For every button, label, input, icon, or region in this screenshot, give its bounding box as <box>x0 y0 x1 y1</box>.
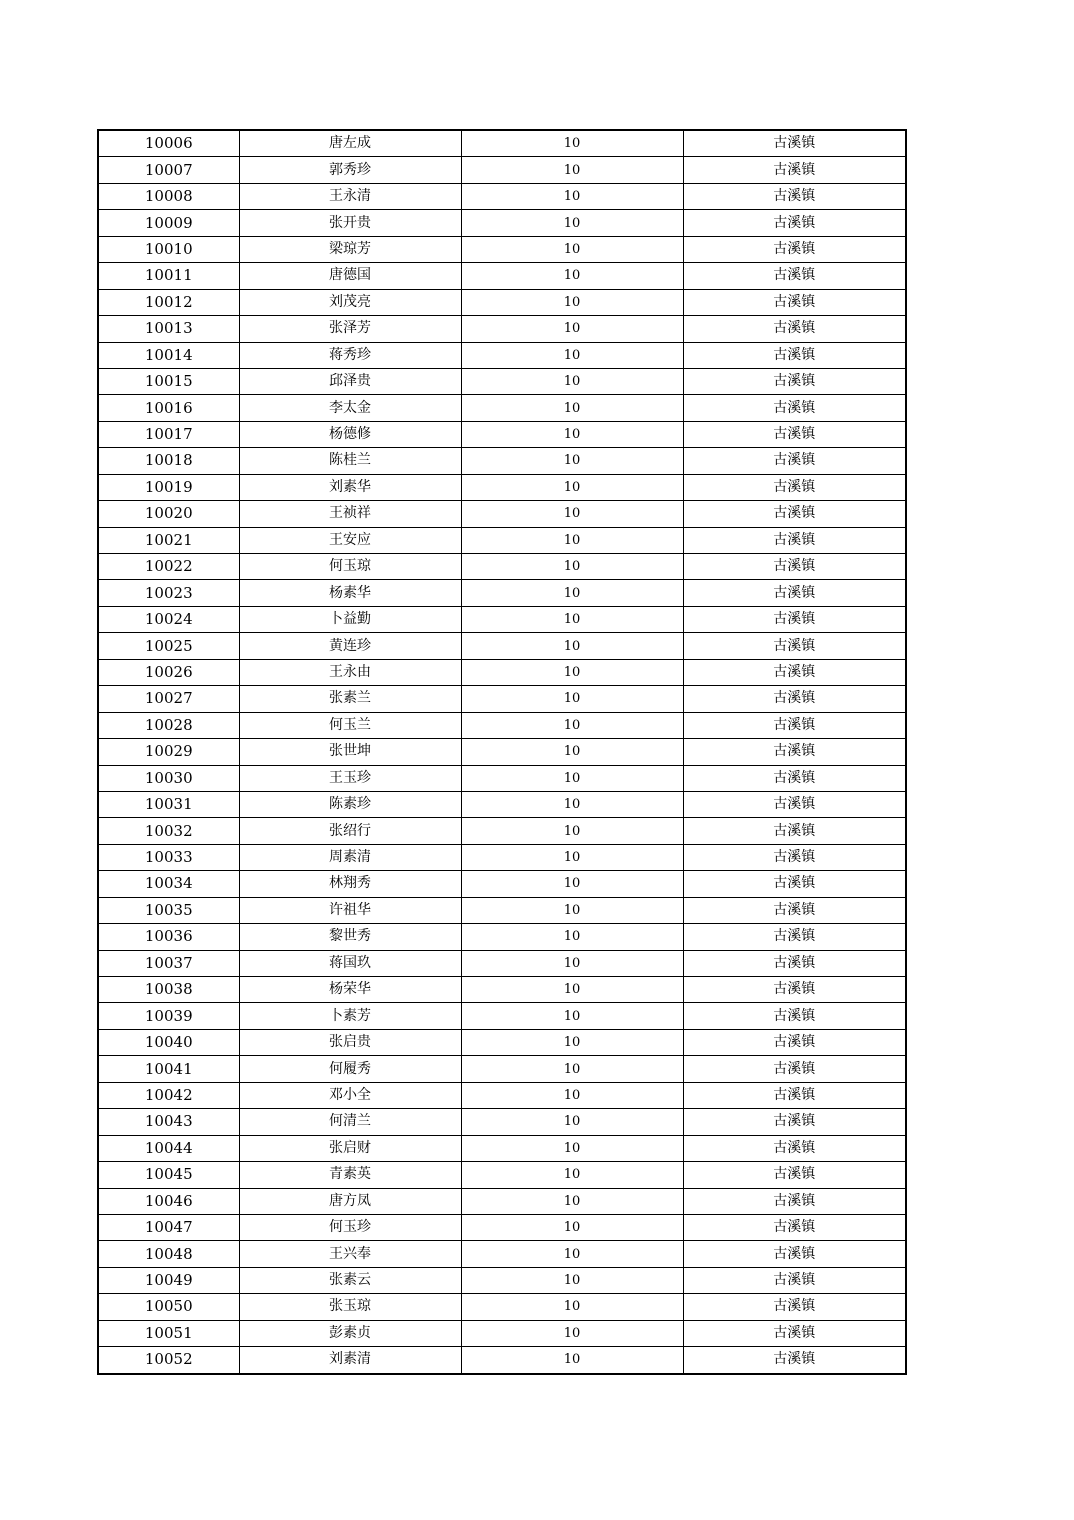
name-cell: 张绍行 <box>239 818 461 844</box>
value-cell: 10 <box>461 818 683 844</box>
table-row <box>98 1029 906 1055</box>
id-cell: 10012 <box>98 289 239 315</box>
name-cell: 邓小全 <box>239 1082 461 1108</box>
id-cell: 10052 <box>98 1347 239 1374</box>
name-cell: 唐左成 <box>239 130 461 157</box>
value-cell: 10 <box>461 765 683 791</box>
name-cell: 王安应 <box>239 527 461 553</box>
value-cell: 10 <box>461 606 683 632</box>
table-row <box>98 1082 906 1108</box>
name-cell: 何清兰 <box>239 1109 461 1135</box>
id-cell: 10044 <box>98 1135 239 1161</box>
id-cell: 10036 <box>98 924 239 950</box>
id-cell: 10006 <box>98 130 239 157</box>
town-cell: 古溪镇 <box>683 1267 906 1293</box>
town-cell: 古溪镇 <box>683 1162 906 1188</box>
town-cell: 古溪镇 <box>683 236 906 262</box>
name-cell: 卜益勤 <box>239 606 461 632</box>
table-row <box>98 1267 906 1293</box>
name-cell: 何履秀 <box>239 1056 461 1082</box>
town-cell: 古溪镇 <box>683 606 906 632</box>
town-cell: 古溪镇 <box>683 765 906 791</box>
town-cell: 古溪镇 <box>683 924 906 950</box>
table-row <box>98 289 906 315</box>
value-cell: 10 <box>461 1082 683 1108</box>
table-row <box>98 924 906 950</box>
town-cell: 古溪镇 <box>683 210 906 236</box>
id-cell: 10034 <box>98 871 239 897</box>
id-cell: 10048 <box>98 1241 239 1267</box>
name-cell: 张世坤 <box>239 739 461 765</box>
table-row <box>98 1347 906 1374</box>
id-cell: 10025 <box>98 633 239 659</box>
town-cell: 古溪镇 <box>683 686 906 712</box>
table-row <box>98 157 906 183</box>
town-cell: 古溪镇 <box>683 633 906 659</box>
name-cell: 林翔秀 <box>239 871 461 897</box>
id-cell: 10031 <box>98 791 239 817</box>
id-cell: 10019 <box>98 474 239 500</box>
table-row <box>98 950 906 976</box>
town-cell: 古溪镇 <box>683 501 906 527</box>
id-cell: 10039 <box>98 1003 239 1029</box>
town-cell: 古溪镇 <box>683 1214 906 1240</box>
town-cell: 古溪镇 <box>683 1003 906 1029</box>
table-row <box>98 527 906 553</box>
table-row <box>98 368 906 394</box>
name-cell: 张玉琼 <box>239 1294 461 1320</box>
town-cell: 古溪镇 <box>683 659 906 685</box>
value-cell: 10 <box>461 1214 683 1240</box>
table-row <box>98 421 906 447</box>
id-cell: 10024 <box>98 606 239 632</box>
town-cell: 古溪镇 <box>683 871 906 897</box>
value-cell: 10 <box>461 289 683 315</box>
name-cell: 黄连珍 <box>239 633 461 659</box>
town-cell: 古溪镇 <box>683 739 906 765</box>
id-cell: 10020 <box>98 501 239 527</box>
town-cell: 古溪镇 <box>683 1135 906 1161</box>
table-row <box>98 712 906 738</box>
name-cell: 彭素贞 <box>239 1320 461 1346</box>
table-row <box>98 1003 906 1029</box>
name-cell: 卜素芳 <box>239 1003 461 1029</box>
town-cell: 古溪镇 <box>683 580 906 606</box>
table-row <box>98 1109 906 1135</box>
id-cell: 10045 <box>98 1162 239 1188</box>
table-row <box>98 236 906 262</box>
value-cell: 10 <box>461 1294 683 1320</box>
town-cell: 古溪镇 <box>683 421 906 447</box>
table-row <box>98 316 906 342</box>
name-cell: 唐方凤 <box>239 1188 461 1214</box>
value-cell: 10 <box>461 368 683 394</box>
town-cell: 古溪镇 <box>683 1056 906 1082</box>
value-cell: 10 <box>461 236 683 262</box>
name-cell: 许祖华 <box>239 897 461 923</box>
id-cell: 10042 <box>98 1082 239 1108</box>
name-cell: 邱泽贵 <box>239 368 461 394</box>
value-cell: 10 <box>461 659 683 685</box>
table-row <box>98 606 906 632</box>
value-cell: 10 <box>461 448 683 474</box>
town-cell: 古溪镇 <box>683 1347 906 1374</box>
value-cell: 10 <box>461 791 683 817</box>
name-cell: 陈素珍 <box>239 791 461 817</box>
table-row <box>98 739 906 765</box>
value-cell: 10 <box>461 501 683 527</box>
value-cell: 10 <box>461 421 683 447</box>
town-cell: 古溪镇 <box>683 791 906 817</box>
table-row <box>98 1241 906 1267</box>
town-cell: 古溪镇 <box>683 844 906 870</box>
value-cell: 10 <box>461 844 683 870</box>
table-row <box>98 1294 906 1320</box>
id-cell: 10022 <box>98 554 239 580</box>
name-cell: 王祯祥 <box>239 501 461 527</box>
town-cell: 古溪镇 <box>683 712 906 738</box>
name-cell: 王兴奉 <box>239 1241 461 1267</box>
id-cell: 10018 <box>98 448 239 474</box>
id-cell: 10032 <box>98 818 239 844</box>
table-row <box>98 183 906 209</box>
value-cell: 10 <box>461 263 683 289</box>
town-cell: 古溪镇 <box>683 1082 906 1108</box>
town-cell: 古溪镇 <box>683 1241 906 1267</box>
town-cell: 古溪镇 <box>683 368 906 394</box>
value-cell: 10 <box>461 739 683 765</box>
id-cell: 10023 <box>98 580 239 606</box>
table-row <box>98 210 906 236</box>
table-row <box>98 791 906 817</box>
town-cell: 古溪镇 <box>683 1109 906 1135</box>
name-cell: 李太金 <box>239 395 461 421</box>
id-cell: 10016 <box>98 395 239 421</box>
name-cell: 何玉琼 <box>239 554 461 580</box>
town-cell: 古溪镇 <box>683 1320 906 1346</box>
table-row <box>98 1214 906 1240</box>
name-cell: 刘素清 <box>239 1347 461 1374</box>
table-row <box>98 474 906 500</box>
id-cell: 10033 <box>98 844 239 870</box>
value-cell: 10 <box>461 1135 683 1161</box>
value-cell: 10 <box>461 1241 683 1267</box>
name-cell: 郭秀珍 <box>239 157 461 183</box>
id-cell: 10017 <box>98 421 239 447</box>
id-cell: 10029 <box>98 739 239 765</box>
name-cell: 何玉珍 <box>239 1214 461 1240</box>
value-cell: 10 <box>461 1003 683 1029</box>
town-cell: 古溪镇 <box>683 818 906 844</box>
value-cell: 10 <box>461 210 683 236</box>
id-cell: 10040 <box>98 1029 239 1055</box>
value-cell: 10 <box>461 871 683 897</box>
table-row <box>98 633 906 659</box>
value-cell: 10 <box>461 580 683 606</box>
value-cell: 10 <box>461 686 683 712</box>
id-cell: 10046 <box>98 1188 239 1214</box>
table-row <box>98 765 906 791</box>
town-cell: 古溪镇 <box>683 448 906 474</box>
name-cell: 杨德修 <box>239 421 461 447</box>
town-cell: 古溪镇 <box>683 1029 906 1055</box>
table-row <box>98 871 906 897</box>
town-cell: 古溪镇 <box>683 316 906 342</box>
town-cell: 古溪镇 <box>683 1188 906 1214</box>
town-cell: 古溪镇 <box>683 395 906 421</box>
value-cell: 10 <box>461 316 683 342</box>
name-cell: 张素云 <box>239 1267 461 1293</box>
id-cell: 10009 <box>98 210 239 236</box>
value-cell: 10 <box>461 1109 683 1135</box>
name-cell: 刘素华 <box>239 474 461 500</box>
value-cell: 10 <box>461 1347 683 1374</box>
name-cell: 梁琼芳 <box>239 236 461 262</box>
name-cell: 张开贵 <box>239 210 461 236</box>
name-cell: 刘茂亮 <box>239 289 461 315</box>
id-cell: 10035 <box>98 897 239 923</box>
table-row <box>98 263 906 289</box>
value-cell: 10 <box>461 1162 683 1188</box>
name-cell: 蒋秀珍 <box>239 342 461 368</box>
table-row <box>98 1188 906 1214</box>
value-cell: 10 <box>461 950 683 976</box>
table-row <box>98 554 906 580</box>
name-cell: 王永由 <box>239 659 461 685</box>
id-cell: 10013 <box>98 316 239 342</box>
table-row <box>98 1320 906 1346</box>
value-cell: 10 <box>461 924 683 950</box>
name-cell: 唐德国 <box>239 263 461 289</box>
id-cell: 10049 <box>98 1267 239 1293</box>
id-cell: 10041 <box>98 1056 239 1082</box>
table-row <box>98 580 906 606</box>
name-cell: 杨素华 <box>239 580 461 606</box>
town-cell: 古溪镇 <box>683 977 906 1003</box>
id-cell: 10051 <box>98 1320 239 1346</box>
table-row <box>98 977 906 1003</box>
id-cell: 10030 <box>98 765 239 791</box>
value-cell: 10 <box>461 1029 683 1055</box>
table-row <box>98 686 906 712</box>
town-cell: 古溪镇 <box>683 289 906 315</box>
value-cell: 10 <box>461 1188 683 1214</box>
table-row <box>98 1056 906 1082</box>
data-table <box>97 129 907 1375</box>
town-cell: 古溪镇 <box>683 897 906 923</box>
value-cell: 10 <box>461 130 683 157</box>
id-cell: 10014 <box>98 342 239 368</box>
table-row <box>98 501 906 527</box>
table-row <box>98 395 906 421</box>
value-cell: 10 <box>461 474 683 500</box>
name-cell: 陈桂兰 <box>239 448 461 474</box>
id-cell: 10028 <box>98 712 239 738</box>
id-cell: 10010 <box>98 236 239 262</box>
table-body <box>98 130 906 1374</box>
id-cell: 10027 <box>98 686 239 712</box>
town-cell: 古溪镇 <box>683 1294 906 1320</box>
name-cell: 张泽芳 <box>239 316 461 342</box>
name-cell: 何玉兰 <box>239 712 461 738</box>
name-cell: 杨荣华 <box>239 977 461 1003</box>
value-cell: 10 <box>461 395 683 421</box>
table-row <box>98 659 906 685</box>
name-cell: 青素英 <box>239 1162 461 1188</box>
value-cell: 10 <box>461 633 683 659</box>
value-cell: 10 <box>461 1056 683 1082</box>
town-cell: 古溪镇 <box>683 183 906 209</box>
name-cell: 张启贵 <box>239 1029 461 1055</box>
id-cell: 10038 <box>98 977 239 1003</box>
name-cell: 张启财 <box>239 1135 461 1161</box>
value-cell: 10 <box>461 1267 683 1293</box>
table-row <box>98 130 906 157</box>
town-cell: 古溪镇 <box>683 263 906 289</box>
table-row <box>98 448 906 474</box>
table-row <box>98 1162 906 1188</box>
town-cell: 古溪镇 <box>683 527 906 553</box>
town-cell: 古溪镇 <box>683 554 906 580</box>
id-cell: 10047 <box>98 1214 239 1240</box>
table-row <box>98 897 906 923</box>
town-cell: 古溪镇 <box>683 950 906 976</box>
id-cell: 10015 <box>98 368 239 394</box>
town-cell: 古溪镇 <box>683 474 906 500</box>
id-cell: 10008 <box>98 183 239 209</box>
table-row <box>98 342 906 368</box>
town-cell: 古溪镇 <box>683 342 906 368</box>
id-cell: 10011 <box>98 263 239 289</box>
name-cell: 王玉珍 <box>239 765 461 791</box>
id-cell: 10026 <box>98 659 239 685</box>
table-row <box>98 844 906 870</box>
name-cell: 黎世秀 <box>239 924 461 950</box>
town-cell: 古溪镇 <box>683 157 906 183</box>
value-cell: 10 <box>461 897 683 923</box>
value-cell: 10 <box>461 554 683 580</box>
value-cell: 10 <box>461 157 683 183</box>
name-cell: 张素兰 <box>239 686 461 712</box>
table-row <box>98 818 906 844</box>
id-cell: 10050 <box>98 1294 239 1320</box>
value-cell: 10 <box>461 342 683 368</box>
name-cell: 王永清 <box>239 183 461 209</box>
id-cell: 10043 <box>98 1109 239 1135</box>
id-cell: 10037 <box>98 950 239 976</box>
value-cell: 10 <box>461 183 683 209</box>
value-cell: 10 <box>461 977 683 1003</box>
value-cell: 10 <box>461 1320 683 1346</box>
value-cell: 10 <box>461 527 683 553</box>
value-cell: 10 <box>461 712 683 738</box>
name-cell: 蒋国玖 <box>239 950 461 976</box>
name-cell: 周素清 <box>239 844 461 870</box>
id-cell: 10007 <box>98 157 239 183</box>
town-cell: 古溪镇 <box>683 130 906 157</box>
id-cell: 10021 <box>98 527 239 553</box>
table-row <box>98 1135 906 1161</box>
